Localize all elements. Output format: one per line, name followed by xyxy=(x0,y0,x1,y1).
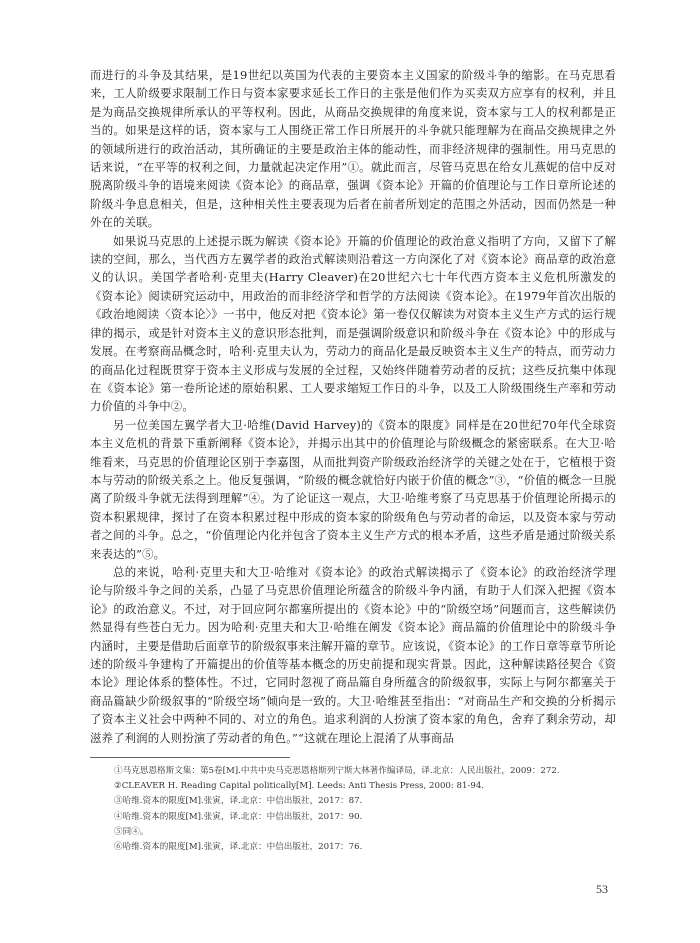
page-number: 53 xyxy=(596,882,608,896)
footnotes xyxy=(114,764,614,855)
paragraph-3: 另一位美国左翼学者大卫·哈维(David Harvey)的《资本的限度》同样是在20世纪70年代全球资本主义危机的背景下重新阐释《资本论》，并揭示出其中的价值理论与阶级概念的紧密联系。在大卫·哈维看来，马克思的价值理论区别于李嘉图，从而批判资产阶级政治经济学的关键之处在于，它植根于资本与劳动的阶级关系之上。他反复强调，“阶级的概念就恰好内嵌于价值的概念”③，“价值的概念一旦脱离了阶级斗争就无法得到理解”④。为了论证这一观点，大卫·哈维考察了马克思基于价值理论所揭示的资本积累规律，探讨了在资本积累过程中形成的资本家的阶级角色与劳动者的命运，以及资本家与劳动者之间的斗争。总之，“价值理论内化并包含了资本主义生产方式的根本矛盾，这些矛盾是通过阶级关系来表达的”⑤。 xyxy=(90,417,616,561)
body-text xyxy=(90,66,616,747)
footnote-6: ⑥哈维.资本的限度[M].张寅，译.北京：中信出版社，2017：76. xyxy=(114,842,363,853)
footnote-divider xyxy=(90,757,290,758)
paragraph-2: 如果说马克思的上述提示既为解读《资本论》开篇的价值理论的政治意义指明了方向，又留下了解读的空间，那么，当代西方左翼学者的政治式解读则沿着这一方向深化了对《资本论》商品章的政治意义的认识。美国学者哈利·克里夫(Harry Cleaver)在20世纪六七十年代西方资本主义危机所激发的《资本论》阅读研究运动中，用政治的而非经济学和哲学的方法阅读《资本论》。在1979年首次出版的《政治地阅读〈资本论〉》一书中，他反对把《资本论》第一卷仅仅解读为对资本主义生产方式的运行规律的揭示，或是针对资本主义的意识形态批判，而是强调阶级意识和阶级斗争在《资本论》中的形成与发展。在考察商品概念时，哈利·克里夫认为，劳动力的商品化是最反映资本主义生产的特点，而劳动力的商品化过程既贯穿于资本主义形成与发展的全过程，又始终伴随着劳动者的反抗；这些反抗集中体现在《资本论》第一卷所论述的原始积累、工人要求缩短工作日的斗争，以及工人阶级围绕生产率和劳动力价值的斗争中②。 xyxy=(90,233,616,414)
footnote-5: ⑤同④。 xyxy=(114,826,149,837)
footnote-1: ①马克思恩格斯文集：第5卷[M].中共中央马克思恩格斯列宁斯大林著作编译局，译.北京：人民出版社，2009：272. xyxy=(114,766,560,776)
footnote-4: ④哈维.资本的限度[M].张寅，译.北京：中信出版社，2017：90. xyxy=(114,811,363,822)
footnote-2: ②CLEAVER H. Reading Capital politically[M]. Leeds: Anti Thesis Press, 2000: 81-94. xyxy=(114,781,485,792)
paragraph-4: 总的来说，哈利·克里夫和大卫·哈维对《资本论》的政治式解读揭示了《资本论》的政治经济学理论与阶级斗争之间的关系，凸显了马克思价值理论所蕴含的阶级斗争内涵，有助于人们深入把握《资本论》的政治意义。不过，对于回应阿尔都塞所提出的《资本论》中的“阶级空场”问题而言，这些解读仍然显得有些苍白无力。因为哈利·克里夫和大卫·哈维在阐发《资本论》商品篇的价值理论中的阶级斗争内涵时，主要是借助后面章节的阶级叙事来注解开篇的章节。应该说，《资本论》的工作日章等章节所论述的阶级斗争建构了开篇提出的价值等基本概念的历史前提和现实背景。因此，这种解读路径契合《资本论》理论体系的整体性。不过，它同时忽视了商品篇自身所蕴含的阶级叙事，实际上与阿尔都塞关于商品篇缺少阶级叙事的“阶级空场”倾向是一致的。大卫·哈维甚至指出：“对商品生产和交换的分析揭示了资本主义社会中两种不同的、对立的角色。追求利润的人扮演了资本家的角色，舍弃了剩余劳动，却滋养了利润的人则扮演了劳动者的角色。”“这就在理论上混淆了从事商品 xyxy=(90,564,616,745)
paragraph-1: 而进行的斗争及其结果，是19世纪以英国为代表的主要资本主义国家的阶级斗争的缩影。在马克思看来，工人阶级要求限制工作日与资本家要求延长工作日的主张是他们作为买卖双方应享有的权利，并且是为商品交换规律所承认的平等权利。因此，从商品交换规律的角度来说，资本家与工人的权利都是正当的。如果是这样的话，资本家与工人围绕正常工作日所展开的斗争就只能理解为在商品交换规律之外的领域所进行的政治活动，其所确证的主要是政治主体的能动性，而非经济规律的强制性。用马克思的话来说，“在平等的权利之间，力量就起决定作用”①。就此而言，尽管马克思在给女儿燕妮的信中反对脱离阶级斗争的语境来阅读《资本论》的商品章，强调《资本论》开篇的价值理论与工作日章所论述的阶级斗争息息相关，但是，这种相关性主要表现为后者在前者所划定的范围之外活动，因而仍然是一种外在的关联。 xyxy=(90,68,616,230)
footnote-3: ③哈维.资本的限度[M].张寅，译.北京：中信出版社，2017：87. xyxy=(114,796,363,807)
